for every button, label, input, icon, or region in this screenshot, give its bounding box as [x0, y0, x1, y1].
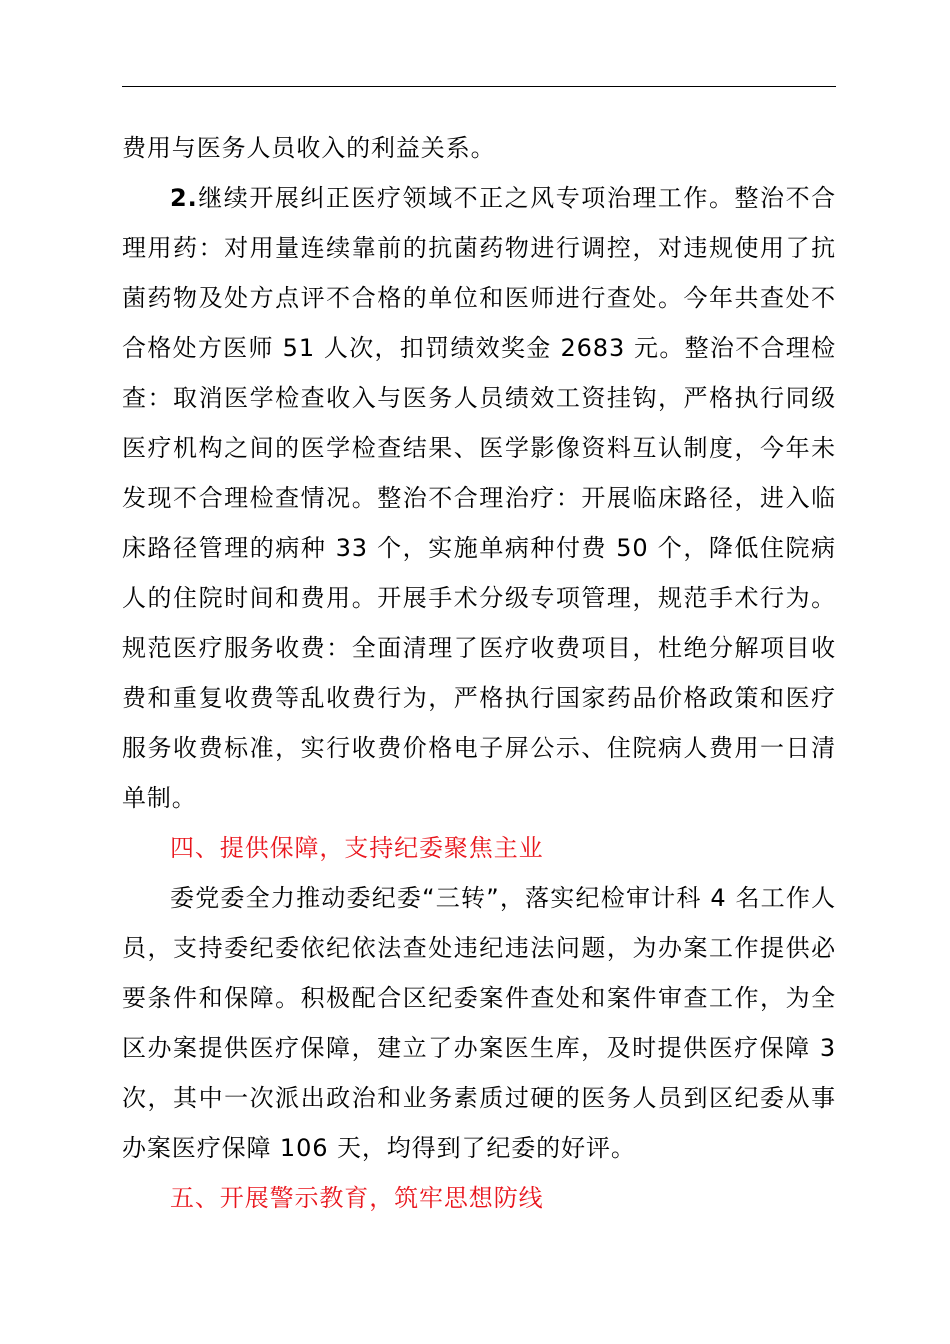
header-rule	[122, 86, 836, 87]
continued-paragraph	[122, 123, 836, 173]
paragraph-text: 费用与医务人员收入的利益关系。	[122, 134, 496, 162]
document-body	[122, 123, 836, 1223]
numbered-paragraph-2	[122, 173, 836, 823]
heading-text: 五、开展警示教育，筑牢思想防线	[170, 1184, 544, 1212]
paragraph-text: 继续开展纠正医疗领域不正之风专项治理工作。整治不合理用药：对用量连续靠前的抗菌药物进行调控，对违规使用了抗菌药物及处方点评不合格的单位和医师进行查处。今年共查处不合格处方医师 51 人次，扣罚绩效奖金 2683 元。整治不合理检查：取消医学检查收入与医务人员绩效工资挂钩，严格执行同级医疗机构之间的医学检查结果、医学影像资料互认制度，今年未发现不合理检查情况。整治不合理治疗：开展临床路径，进入临床路径管理的病种 33 个，实施单病种付费 50 个，降低住院病人的住院时间和费用。开展手术分级专项管理，规范手术行为。规范医疗服务收费：全面清理了医疗收费项目，杜绝分解项目收费和重复收费等乱收费行为，严格执行国家药品价格政策和医疗服务收费标准，实行收费价格电子屏公示、住院病人费用一日清单制。	[122, 184, 836, 812]
paragraph-text: 委党委全力推动委纪委“三转”，落实纪检审计科 4 名工作人员，支持委纪委依纪依法查处违纪违法问题，为办案工作提供必要条件和保障。积极配合区纪委案件查处和案件审查工作，为全区办案提供医疗保障，建立了办案医生库，及时提供医疗保障 3 次，其中一次派出政治和业务素质过硬的医务人员到区纪委从事办案医疗保障 106 天，均得到了纪委的好评。	[122, 884, 836, 1162]
section-heading-5	[122, 1173, 836, 1223]
heading-text: 四、提供保障，支持纪委聚焦主业	[170, 834, 544, 862]
section-heading-4	[122, 823, 836, 873]
section-4-paragraph	[122, 873, 836, 1173]
item-number: 2.	[170, 184, 198, 212]
